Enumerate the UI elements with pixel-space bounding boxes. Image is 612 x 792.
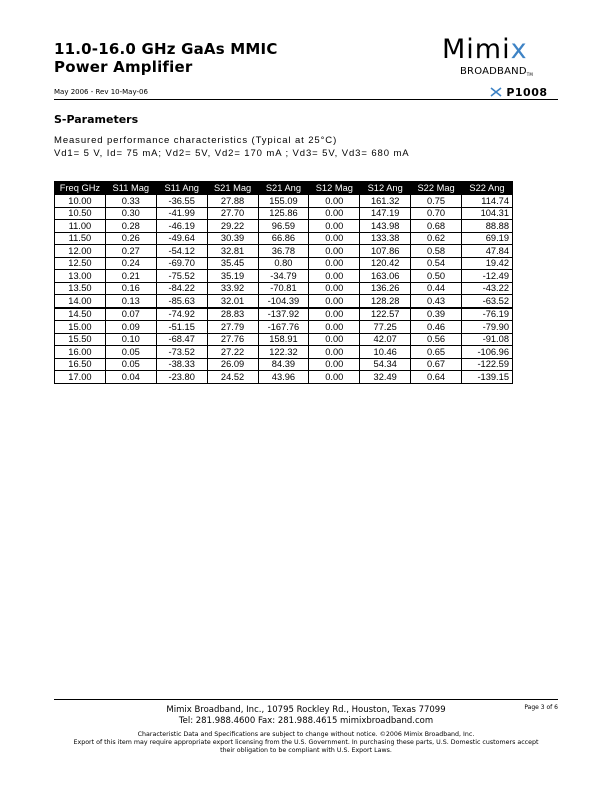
table-row — [55, 321, 513, 334]
table-cell: 0.21 — [105, 270, 156, 283]
table-cell: 24.52 — [207, 371, 258, 384]
table-cell: 122.57 — [360, 308, 411, 321]
table-row — [55, 295, 513, 308]
measurement-conditions — [54, 134, 410, 160]
table-cell: 128.28 — [360, 295, 411, 308]
table-cell: -139.15 — [462, 371, 513, 384]
table-cell: 11.50 — [55, 232, 106, 245]
table-row — [55, 371, 513, 384]
table-row — [55, 308, 513, 321]
table-cell: -38.33 — [156, 358, 207, 371]
table-row — [55, 195, 513, 208]
table-cell: 84.39 — [258, 358, 309, 371]
table-cell: 12.50 — [55, 257, 106, 270]
footer-contact: Tel: 281.988.4600 Fax: 281.988.4615 mimixbroadband.com — [178, 716, 434, 726]
table-cell: 0.00 — [309, 245, 360, 258]
table-cell: 15.50 — [55, 333, 106, 346]
column-header: S22 Ang — [462, 182, 513, 195]
table-cell: 0.05 — [105, 358, 156, 371]
title-line-1: 11.0-16.0 GHz GaAs MMIC — [54, 40, 278, 58]
table-header-row — [55, 182, 513, 195]
table-cell: 0.00 — [309, 371, 360, 384]
table-body — [55, 195, 513, 384]
table-cell: -51.15 — [156, 321, 207, 334]
s-parameter-table — [54, 181, 513, 384]
logo-word-a: Mimi — [442, 34, 511, 65]
table-cell: 32.81 — [207, 245, 258, 258]
table-cell: 0.00 — [309, 308, 360, 321]
table-cell: -106.96 — [462, 346, 513, 359]
table-cell: 0.05 — [105, 346, 156, 359]
table-cell: 47.84 — [462, 245, 513, 258]
table-cell: 0.75 — [411, 195, 462, 208]
table-cell: 104.31 — [462, 207, 513, 220]
table-cell: -69.70 — [156, 257, 207, 270]
table-cell: 0.00 — [309, 220, 360, 233]
table-cell: 0.44 — [411, 282, 462, 295]
table-cell: -73.52 — [156, 346, 207, 359]
table-cell: 0.00 — [309, 333, 360, 346]
logo-sub-text: BROADBAND — [460, 66, 527, 77]
table-cell: 27.88 — [207, 195, 258, 208]
table-cell: -76.19 — [462, 308, 513, 321]
footer-legal-notice — [54, 731, 558, 755]
table-cell: 143.98 — [360, 220, 411, 233]
table-cell: 0.00 — [309, 195, 360, 208]
logo-subtitle — [460, 66, 533, 77]
table-cell: -122.59 — [462, 358, 513, 371]
table-cell: 27.70 — [207, 207, 258, 220]
table-cell: 114.74 — [462, 195, 513, 208]
table-cell: 54.34 — [360, 358, 411, 371]
footer-address: Mimix Broadband, Inc., 10795 Rockley Rd., Houston, Texas 77099 — [166, 705, 446, 715]
table-cell: -12.49 — [462, 270, 513, 283]
table-cell: 10.46 — [360, 346, 411, 359]
notice-line-1: Characteristic Data and Specifications are subject to change without notice. ©2006 Mimix Broadband, Inc. — [137, 731, 475, 738]
page-number: Page 3 of 6 — [524, 704, 558, 711]
table-cell: 43.96 — [258, 371, 309, 384]
date-revision: May 2006 - Rev 10-May-06 — [54, 88, 148, 96]
table-row — [55, 346, 513, 359]
table-cell: 0.00 — [309, 207, 360, 220]
table-cell: 26.09 — [207, 358, 258, 371]
logo-wordmark — [442, 34, 528, 66]
table-cell: 107.86 — [360, 245, 411, 258]
table-cell: -79.90 — [462, 321, 513, 334]
table-cell: -104.39 — [258, 295, 309, 308]
table-cell: 0.33 — [105, 195, 156, 208]
column-header: S12 Mag — [309, 182, 360, 195]
table-cell: 11.00 — [55, 220, 106, 233]
table-cell: -34.79 — [258, 270, 309, 283]
table-cell: 27.22 — [207, 346, 258, 359]
table-cell: 0.10 — [105, 333, 156, 346]
table-cell: 0.28 — [105, 220, 156, 233]
table-cell: 0.50 — [411, 270, 462, 283]
table-cell: 147.19 — [360, 207, 411, 220]
table-cell: -85.63 — [156, 295, 207, 308]
table-cell: 14.00 — [55, 295, 106, 308]
table-cell: 125.86 — [258, 207, 309, 220]
table-cell: -54.12 — [156, 245, 207, 258]
conditions-line-1: Measured performance characteristics (Typical at 25°C) — [54, 135, 338, 146]
column-header: S21 Mag — [207, 182, 258, 195]
table-row — [55, 257, 513, 270]
table-cell: 161.32 — [360, 195, 411, 208]
table-cell: 0.00 — [309, 282, 360, 295]
document-title — [54, 40, 278, 76]
table-cell: -46.19 — [156, 220, 207, 233]
table-cell: 0.62 — [411, 232, 462, 245]
table-row — [55, 358, 513, 371]
table-cell: 136.26 — [360, 282, 411, 295]
conditions-line-2: Vd1= 5 V, Id= 75 mA; Vd2= 5V, Vd2= 170 mA ; Vd3= 5V, Vd3= 680 mA — [54, 148, 410, 159]
table-cell: 163.06 — [360, 270, 411, 283]
table-cell: -137.92 — [258, 308, 309, 321]
table-row — [55, 245, 513, 258]
table-cell: 0.07 — [105, 308, 156, 321]
table-cell: -41.99 — [156, 207, 207, 220]
table-cell: 0.04 — [105, 371, 156, 384]
table-row — [55, 232, 513, 245]
table-cell: 0.46 — [411, 321, 462, 334]
table-cell: 27.76 — [207, 333, 258, 346]
table-cell: 0.39 — [411, 308, 462, 321]
table-cell: 10.50 — [55, 207, 106, 220]
table-cell: 0.26 — [105, 232, 156, 245]
table-cell: -63.52 — [462, 295, 513, 308]
table-cell: 0.65 — [411, 346, 462, 359]
column-header: Freq GHz — [55, 182, 106, 195]
table-cell: -84.22 — [156, 282, 207, 295]
column-header: S11 Ang — [156, 182, 207, 195]
part-number — [490, 86, 548, 99]
notice-line-2: Export of this item may require appropriate export licensing from the U.S. Government. In purchasing these parts, U.S. Domestic customers accept — [73, 739, 539, 746]
table-cell: 29.22 — [207, 220, 258, 233]
table-cell: 32.49 — [360, 371, 411, 384]
table-cell: 0.00 — [309, 346, 360, 359]
table-cell: 66.86 — [258, 232, 309, 245]
table-cell: 0.56 — [411, 333, 462, 346]
table-cell: 0.00 — [309, 295, 360, 308]
table-cell: 0.00 — [309, 232, 360, 245]
table-cell: 0.54 — [411, 257, 462, 270]
table-cell: 0.24 — [105, 257, 156, 270]
column-header: S22 Mag — [411, 182, 462, 195]
table-cell: 0.68 — [411, 220, 462, 233]
table-row — [55, 282, 513, 295]
table-cell: 27.79 — [207, 321, 258, 334]
table-cell: 0.00 — [309, 321, 360, 334]
table-cell: 0.13 — [105, 295, 156, 308]
table-cell: 30.39 — [207, 232, 258, 245]
table-cell: -49.64 — [156, 232, 207, 245]
table-cell: 0.67 — [411, 358, 462, 371]
table-cell: 36.78 — [258, 245, 309, 258]
table-cell: 0.09 — [105, 321, 156, 334]
table-row — [55, 207, 513, 220]
table-cell: 32.01 — [207, 295, 258, 308]
table-cell: 16.00 — [55, 346, 106, 359]
table-cell: 13.00 — [55, 270, 106, 283]
table-cell: 0.27 — [105, 245, 156, 258]
table-cell: 0.00 — [309, 270, 360, 283]
table-cell: -43.22 — [462, 282, 513, 295]
table-cell: 28.83 — [207, 308, 258, 321]
table-cell: 155.09 — [258, 195, 309, 208]
table-cell: 15.00 — [55, 321, 106, 334]
table-row — [55, 220, 513, 233]
x-logo-icon — [490, 87, 502, 97]
table-cell: 69.19 — [462, 232, 513, 245]
table-row — [55, 333, 513, 346]
table-cell: 88.88 — [462, 220, 513, 233]
column-header: S11 Mag — [105, 182, 156, 195]
section-title: S-Parameters — [54, 113, 139, 126]
table-cell: -23.80 — [156, 371, 207, 384]
header-divider — [54, 99, 558, 100]
part-number-text: P1008 — [506, 86, 548, 99]
table-cell: -68.47 — [156, 333, 207, 346]
table-cell: 0.80 — [258, 257, 309, 270]
logo-word-x: x — [510, 34, 528, 65]
table-cell: 13.50 — [55, 282, 106, 295]
table-cell: -167.76 — [258, 321, 309, 334]
table-cell: -74.92 — [156, 308, 207, 321]
table-cell: 0.00 — [309, 257, 360, 270]
table-cell: -75.52 — [156, 270, 207, 283]
table-cell: 122.32 — [258, 346, 309, 359]
table-cell: 35.45 — [207, 257, 258, 270]
footer-divider — [54, 699, 558, 700]
table-cell: -36.55 — [156, 195, 207, 208]
title-line-2: Power Amplifier — [54, 58, 193, 76]
table-cell: -70.81 — [258, 282, 309, 295]
table-cell: 0.43 — [411, 295, 462, 308]
table-cell: 0.16 — [105, 282, 156, 295]
column-header: S21 Ang — [258, 182, 309, 195]
logo-tm: TM — [526, 72, 534, 77]
table-cell: 120.42 — [360, 257, 411, 270]
table-cell: 42.07 — [360, 333, 411, 346]
table-cell: 10.00 — [55, 195, 106, 208]
table-cell: 0.00 — [309, 358, 360, 371]
table-cell: 14.50 — [55, 308, 106, 321]
table-cell: 0.64 — [411, 371, 462, 384]
table-cell: 0.58 — [411, 245, 462, 258]
table-cell: 12.00 — [55, 245, 106, 258]
table-row — [55, 270, 513, 283]
company-logo — [442, 34, 560, 84]
table-cell: 158.91 — [258, 333, 309, 346]
table-cell: 16.50 — [55, 358, 106, 371]
table-cell: 17.00 — [55, 371, 106, 384]
table-cell: 0.70 — [411, 207, 462, 220]
table-cell: -91.08 — [462, 333, 513, 346]
table-cell: 19.42 — [462, 257, 513, 270]
table-cell: 33.92 — [207, 282, 258, 295]
notice-line-3: their obligation to be compliant with U.S. Export Laws. — [220, 747, 392, 754]
table-cell: 35.19 — [207, 270, 258, 283]
footer-address-block — [120, 705, 492, 727]
table-cell: 0.30 — [105, 207, 156, 220]
table-cell: 133.38 — [360, 232, 411, 245]
table-cell: 96.59 — [258, 220, 309, 233]
table-cell: 77.25 — [360, 321, 411, 334]
column-header: S12 Ang — [360, 182, 411, 195]
